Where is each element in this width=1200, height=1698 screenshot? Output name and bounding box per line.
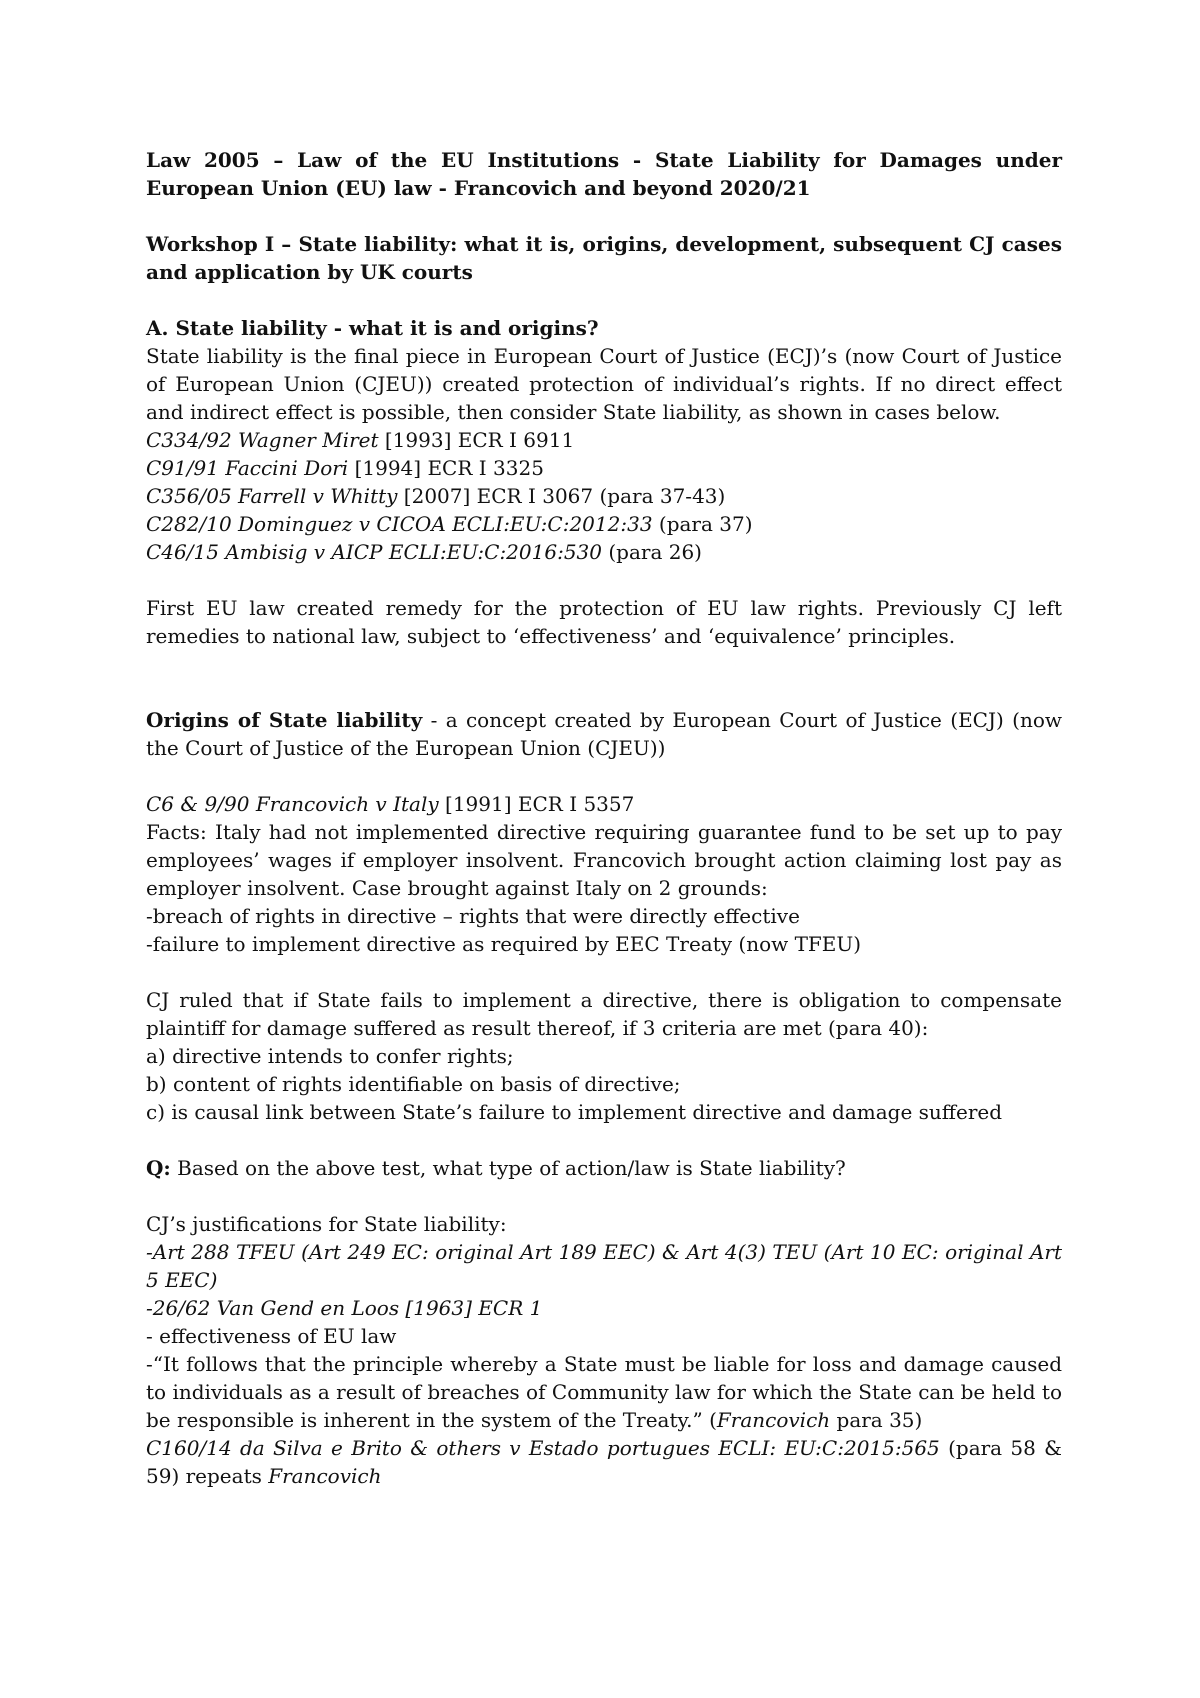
case-ref: [2007] ECR I 3067 (para 37-43) <box>397 484 726 508</box>
case-name: Francovich <box>268 1464 382 1488</box>
criteria-item: b) content of rights identifiable on basis of directive; <box>146 1072 681 1096</box>
section-a-intro: State liability is the final piece in European Court of Justice (ECJ)’s (now Court of Justice of European Union (CJEU)) created protection of individual’s rights. If no direct effect and indirect effect is possible, then consider State liability, as shown in cases below. <box>146 344 1062 424</box>
justifications-heading: CJ’s justifications for State liability: <box>146 1212 507 1236</box>
document-title: Law 2005 – Law of the EU Institutions - State Liability for Damages under European Union (EU) law - Francovich and beyond 2020/21 <box>146 148 1062 200</box>
justification-article: -Art 288 TFEU (Art 249 EC: original Art 189 EEC) & Art 4(3) TEU (Art 10 EC: original Art 5 EEC) <box>146 1240 1062 1292</box>
silva-citation <box>146 1434 1062 1490</box>
francovich-citation <box>146 790 1062 818</box>
case-ref: [1991] ECR I 5357 <box>438 792 635 816</box>
section-a-heading: A. State liability - what it is and origins? <box>146 316 599 340</box>
francovich-facts: Facts: Italy had not implemented directive requiring guarantee fund to be set up to pay employees’ wages if employer insolvent. Francovich brought action claiming lost pay as employer insolvent. Case brought against Italy on 2 grounds: <box>146 820 1062 900</box>
quote-case: Francovich <box>716 1408 831 1432</box>
case-name: C91/91 Faccini Dori <box>146 456 349 480</box>
origins-heading: Origins of State liability <box>146 708 423 732</box>
case-citation <box>146 510 1062 538</box>
case-citation <box>146 426 1062 454</box>
case-name: C334/92 Wagner Miret <box>146 428 379 452</box>
criteria-item: a) directive intends to confer rights; <box>146 1044 514 1068</box>
justification-quote <box>146 1350 1062 1434</box>
justification-effectiveness: - effectiveness of EU law <box>146 1324 397 1348</box>
document-page <box>146 146 1062 1490</box>
question-paragraph <box>146 1154 1062 1182</box>
case-name: C6 & 9/90 Francovich v Italy <box>146 792 439 816</box>
ground-item: -failure to implement directive as required by EEC Treaty (now TFEU) <box>146 932 862 956</box>
remedy-paragraph: First EU law created remedy for the protection of EU law rights. Previously CJ left remedies to national law, subject to ‘effectiveness’ and ‘equivalence’ principles. <box>146 596 1062 648</box>
question-text: Based on the above test, what type of action/law is State liability? <box>170 1156 846 1180</box>
workshop-heading: Workshop I – State liability: what it is, origins, development, subsequent CJ cases and application by UK courts <box>146 232 1062 284</box>
case-ref: (para 58 & 59) repeats <box>146 1436 1062 1488</box>
case-name: C282/10 Dominguez v CICOA ECLI:EU:C:2012:33 <box>146 512 653 536</box>
question-label: Q: <box>146 1156 171 1180</box>
case-name: C356/05 Farrell v Whitty <box>146 484 398 508</box>
criteria-item: c) is causal link between State’s failure to implement directive and damage suffered <box>146 1100 1003 1124</box>
origins-paragraph <box>146 706 1062 762</box>
case-citation <box>146 538 1062 566</box>
case-ref: [1993] ECR I 6911 <box>378 428 575 452</box>
case-name: C46/15 Ambisig v AICP ECLI:EU:C:2016:530 <box>146 540 602 564</box>
case-ref: (para 26) <box>602 540 702 564</box>
justification-van-gend: -26/62 Van Gend en Loos [1963] ECR 1 <box>146 1296 543 1320</box>
case-ref: (para 37) <box>652 512 753 536</box>
case-citation <box>146 482 1062 510</box>
origins-text: - a concept created by European Court of Justice (ECJ) (now the Court of Justice of the European Union (CJEU)) <box>146 708 1062 760</box>
case-name: C160/14 da Silva e Brito & others v Estado portugues ECLI: EU:C:2015:565 <box>146 1436 940 1460</box>
quote-para: para 35) <box>830 1408 923 1432</box>
case-ref: [1994] ECR I 3325 <box>348 456 544 480</box>
ruling-paragraph: CJ ruled that if State fails to implement a directive, there is obligation to compensate plaintiff for damage suffered as result thereof, if 3 criteria are met (para 40): <box>146 988 1062 1040</box>
quote-text: -“It follows that the principle whereby a State must be liable for loss and damage caused to individuals as a result of breaches of Community law for which the State can be held to be responsible is inherent in the system of the Treaty.” ( <box>146 1352 1062 1432</box>
ground-item: -breach of rights in directive – rights that were directly effective <box>146 904 800 928</box>
case-citation <box>146 454 1062 482</box>
